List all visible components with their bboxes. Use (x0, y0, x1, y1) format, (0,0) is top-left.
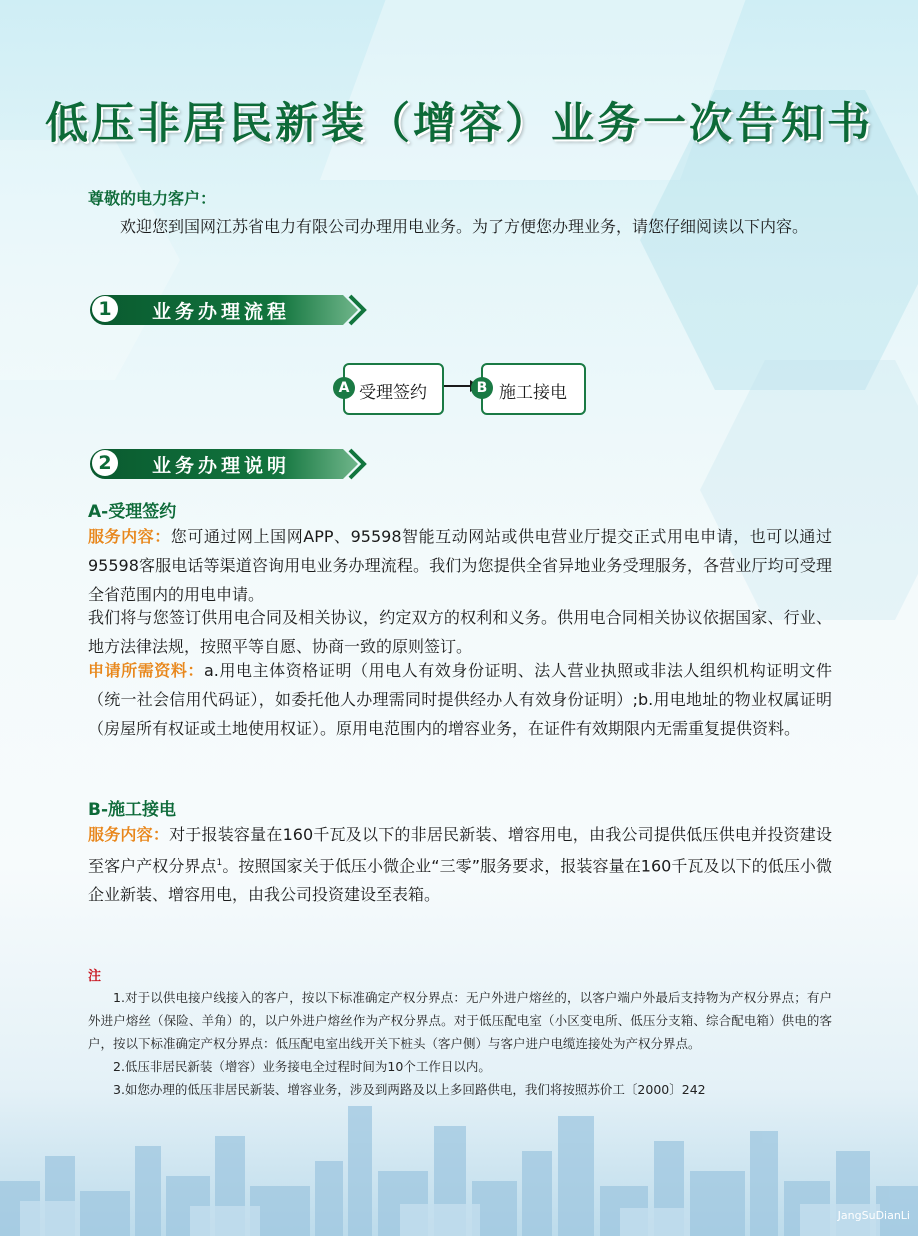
city-skyline-illustration (0, 1086, 918, 1236)
intro-paragraph: 欢迎您到国网江苏省电力有限公司办理用电业务。为了方便您办理业务，请您仔细阅读以下内容。 (120, 217, 809, 236)
flow-label-a: 受理签约 (359, 383, 427, 403)
part-b-service (88, 820, 832, 909)
flow-step-a (338, 363, 444, 415)
section-number: 2 (92, 450, 118, 476)
flow-badge-a: A (333, 377, 355, 399)
flow-badge-b: B (471, 377, 493, 399)
service-text: 。按照国家关于低压小微企业“三零”服务要求，报装容量在160千瓦及以下的低压小微企业新装、增容用电，由我公司投资建设至表箱。 (88, 856, 832, 905)
footnote-mark: 1 (216, 858, 223, 868)
section-number: 1 (92, 296, 118, 322)
section-banner-process (88, 293, 373, 327)
notes-heading: 注 (88, 969, 102, 984)
service-text: 您可通过网上国网APP、95598智能互动网站或供电营业厅提交正式用电申请，也可以通过95598客服电话等渠道咨询用电业务办理流程。我们为您提供全省异地业务受理服务，各营业厅均可受理全省范围内的用电申请。 (88, 527, 832, 604)
materials-label: 申请所需资料： (88, 661, 204, 680)
part-b-heading: B-施工接电 (88, 800, 177, 820)
part-a-contract: 我们将与您签订供用电合同及相关协议，约定双方的权利和义务。供用电合同相关协议依据国家、行业、地方法律法规，按照平等自愿、协商一致的原则签订。 (88, 608, 832, 656)
service-label: 服务内容： (88, 527, 171, 546)
service-text: 对于报装容量在160千瓦及以下的非居民新装、增容用电，由我公司提供低压供电并投资建设至客户产权分界点 (88, 825, 832, 876)
section-banner-description (88, 447, 373, 481)
part-a-heading: A-受理签约 (88, 502, 177, 522)
flow-label-b: 施工接电 (499, 383, 567, 403)
greeting: 尊敬的电力客户： (88, 189, 217, 208)
part-a-service (88, 522, 832, 609)
service-label: 服务内容： (88, 825, 170, 844)
note-item: 3.如您办理的低压非居民新装、增容业务，涉及到两路及以上多回路供电，我们将按照苏价工〔2000〕242 (113, 1082, 706, 1097)
note-item: 2.低压非居民新装（增容）业务接电全过程时间为10个工作日以内。 (113, 1059, 491, 1074)
notes-list (88, 986, 832, 1101)
materials-text: a.用电主体资格证明（用电人有效身份证明、法人营业执照或非法人组织机构证明文件（统一社会信用代码证），如委托他人办理需同时提供经办人有效身份证明）;b.用电地址的物业权属证明（房屋所有权证或土地使用权证）。原用电范围内的增容业务，在证件有效期限内无需重复提供资料。 (88, 661, 832, 738)
page-title: 低压非居民新装（增容）业务一次告知书 (45, 99, 873, 149)
section-title: 业务办理说明 (152, 455, 291, 477)
note-item: 1.对于以供电接户线接入的客户，按以下标准确定产权分界点：无户外进户熔丝的，以客户端户外最后支持物为产权分界点；有户外进户熔丝（保险、羊角）的，以户外进户熔丝作为产权分界点。对于低压配电室（小区变电所、低压分支箱、综合配电箱）供电的客户，按以下标准确定产权分界点：低压配电室出线开关下桩头（客户侧）与客户进户电缆连接处为产权分界点。 (88, 990, 832, 1051)
section-title: 业务办理流程 (152, 301, 291, 323)
watermark: JangSuDianLi (837, 1209, 910, 1222)
background-decoration (0, 140, 180, 380)
flow-step-b (476, 363, 586, 415)
part-a-materials (88, 656, 832, 743)
